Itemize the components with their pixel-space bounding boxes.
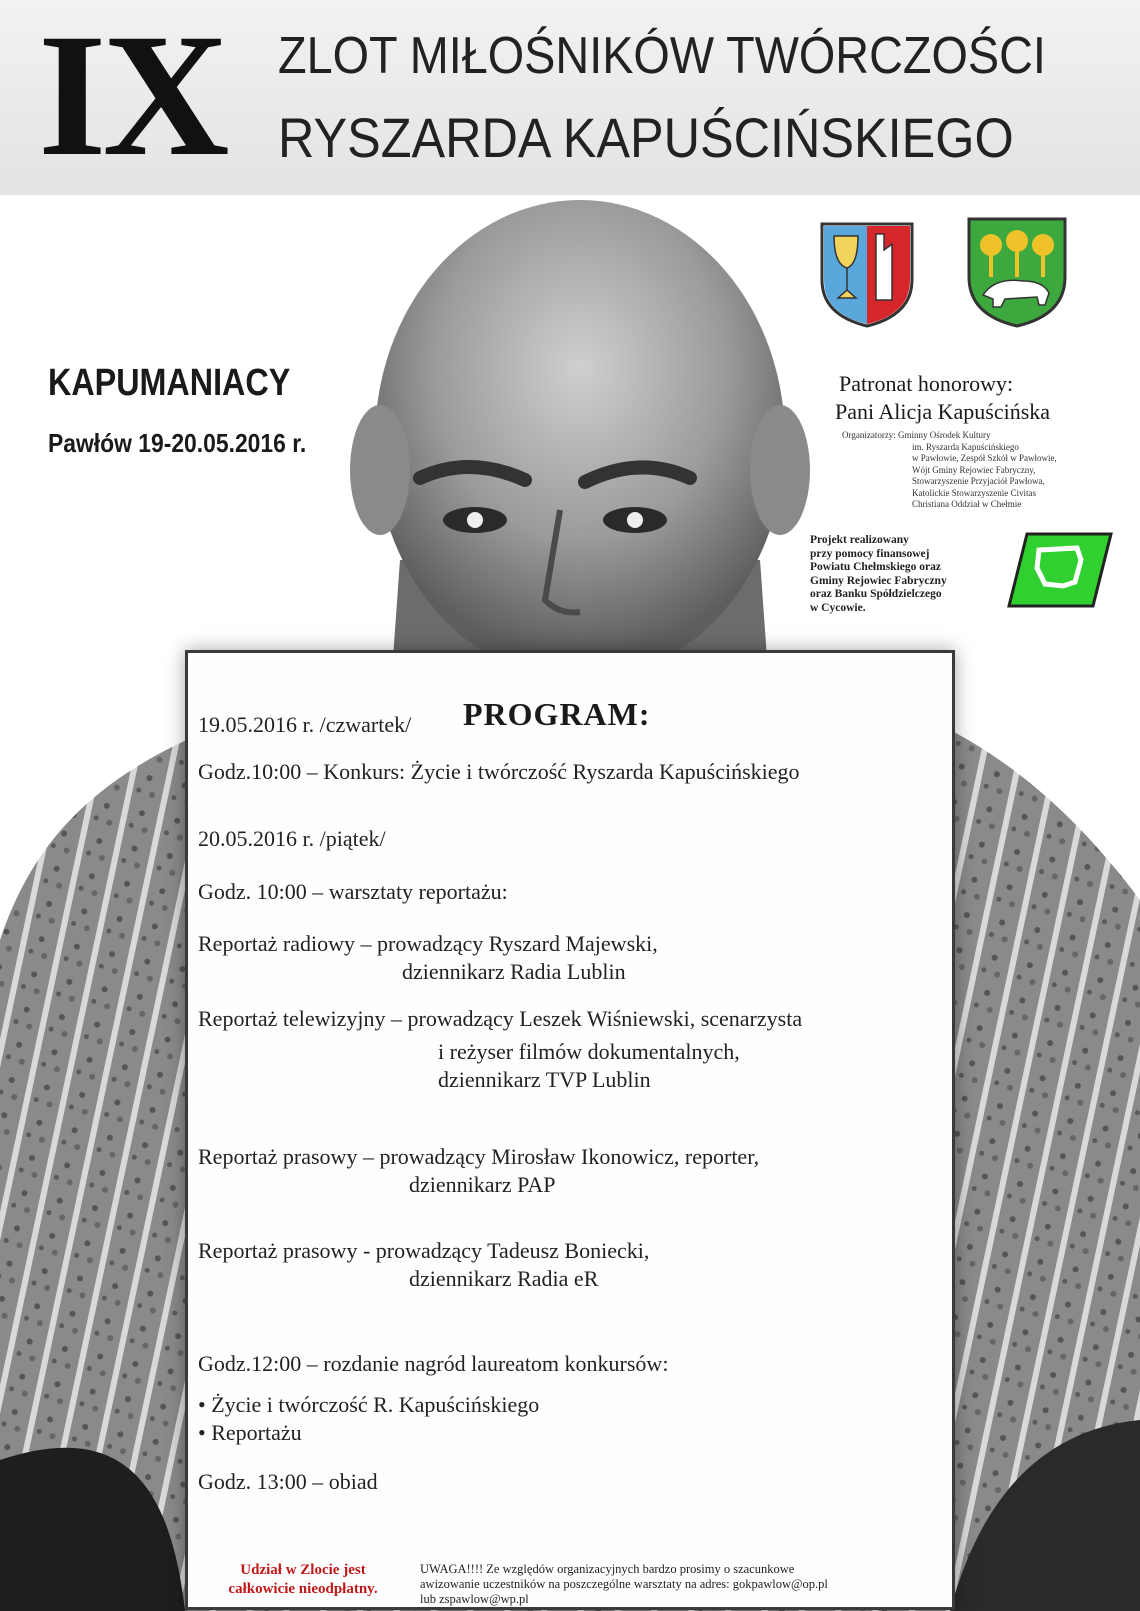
tv-workshop-detail: dziennikarz TVP Lublin [438, 1067, 651, 1092]
event-name: KAPUMANIACY [48, 362, 291, 404]
free-participation-note [208, 1561, 398, 1599]
awards-heading: Godz.12:00 – rozdanie nagród laureatom konkursów: [198, 1351, 669, 1376]
organizers-line: w Pawłowie, Zespół Szkół w Pawłowie, [912, 453, 1057, 463]
event-place-date: Pawłów 19-20.05.2016 r. [48, 428, 307, 458]
tv-workshop: Reportaż telewizyjny – prowadzący Leszek Wiśniewski, scenarzysta [198, 1006, 803, 1031]
project-line: oraz Banku Spółdzielczego [810, 588, 942, 600]
tv-workshop-detail: i reżyser filmów dokumentalnych, [438, 1039, 740, 1064]
patronage-label: Patronat honorowy: [839, 371, 1014, 396]
warning-line: lub zspawlow@wp.pl [420, 1592, 529, 1606]
registration-warning [420, 1562, 940, 1607]
press-workshop-1: Reportaż prasowy – prowadzący Mirosław Ikonowicz, reporter, [198, 1144, 760, 1169]
day1-heading: 19.05.2016 r. /czwartek/ [198, 712, 412, 737]
lunch-item: Godz. 13:00 – obiad [198, 1469, 378, 1494]
day2-heading: 20.05.2016 r. /piątek/ [198, 826, 386, 851]
press-workshop-2-detail: dziennikarz Radia eR [409, 1266, 599, 1291]
pawlow-coat-of-arms [818, 220, 916, 330]
rejowiec-coat-of-arms [965, 215, 1069, 330]
press-workshop-2: Reportaż prasowy - prowadzący Tadeusz Boniecki, [198, 1238, 650, 1263]
project-line: Projekt realizowany [810, 534, 909, 546]
project-line: Gminy Rejowiec Fabryczny [810, 574, 947, 587]
organizers-line: Wójt Gminy Rejowiec Fabryczny, [912, 464, 1036, 475]
warning-line: UWAGA!!!! Ze względów organizacyjnych bardzo prosimy o szacunkowe [420, 1562, 795, 1576]
green-map-logo [1005, 530, 1115, 610]
project-line: przy pomocy finansowej [810, 547, 930, 560]
award-category: • Życie i twórczość R. Kapuścińskiego [198, 1391, 539, 1419]
organizers-line: Stowarzyszenie Przyjaciół Pawłowa, [912, 476, 1045, 486]
press-workshop-1-detail: dziennikarz PAP [409, 1172, 556, 1197]
project-line: Powiatu Chełmskiego oraz [810, 561, 941, 573]
warning-line: awizowanie uczestników na poszczególne warsztaty na adres: gokpawlow@op.pl [420, 1577, 828, 1591]
free-note-line: całkowicie nieodpłatny. [228, 1581, 378, 1597]
organizers-list [842, 430, 1092, 511]
award-category: • Reportażu [198, 1419, 302, 1447]
organizers-line: Katolickie Stowarzyszenie Civitas [912, 487, 1036, 498]
title-line-2: RYSZARDA KAPUŚCIŃSKIEGO [278, 106, 1014, 169]
program-title: PROGRAM: [463, 696, 651, 732]
workshops-heading: Godz. 10:00 – warsztaty reportażu: [198, 879, 508, 904]
free-note-line: Udział w Zlocie jest [240, 1562, 366, 1578]
radio-workshop: Reportaż radiowy – prowadzący Ryszard Majewski, [198, 931, 658, 956]
project-line: w Cycowie. [810, 601, 866, 614]
day1-contest: Godz.10:00 – Konkurs: Życie i twórczość Ryszarda Kapuścińskiego [198, 759, 800, 784]
organizers-line: Christiana Oddział w Chełmie [912, 499, 1022, 509]
organizers-line: Organizatorzy: Gminny Ośrodek Kultury [842, 430, 991, 440]
program-sheet [185, 650, 955, 1610]
patronage-name: Pani Alicja Kapuścińska [835, 399, 1051, 424]
organizers-line: im. Ryszarda Kapuścińskiego [912, 441, 1019, 452]
honorary-patronage [835, 370, 1050, 426]
project-funding-note [810, 534, 1010, 615]
radio-workshop-detail: dziennikarz Radia Lublin [402, 959, 626, 984]
title-line-1: ZLOT MIŁOŚNIKÓW TWÓRCZOŚCI [278, 27, 1046, 85]
edition-number: IX [38, 0, 226, 193]
